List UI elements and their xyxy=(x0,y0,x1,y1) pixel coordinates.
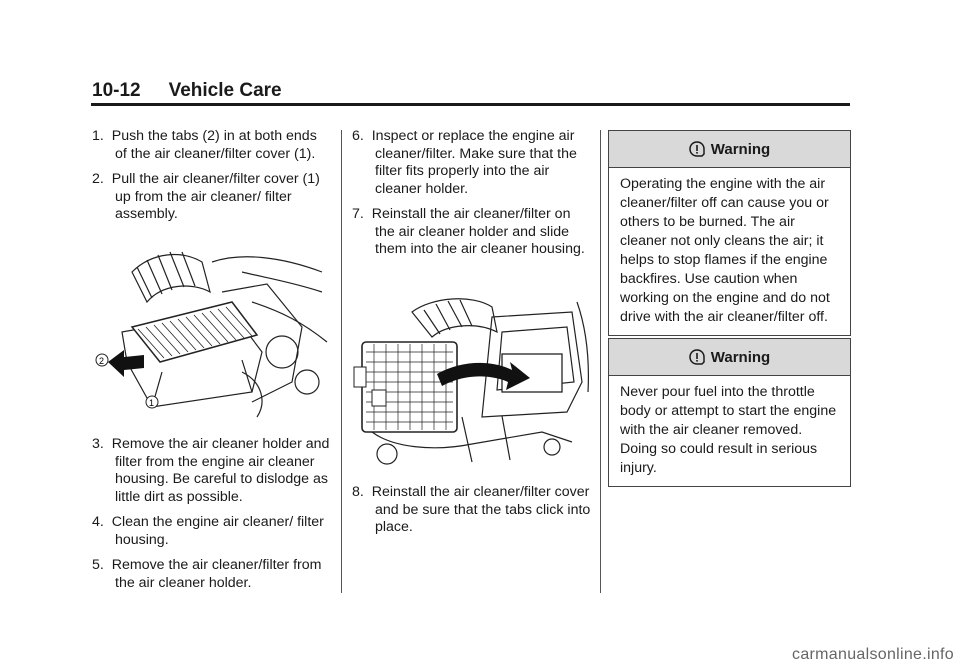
step-3: 3. Remove the air cleaner holder and filter from the engine air cleaner housing. Be careful to dislodge as little dirt as possible. xyxy=(92,436,330,505)
step-1: 1. Push the tabs (2) in at both ends of the air cleaner/filter cover (1). xyxy=(92,128,317,162)
page-number: 10-12 xyxy=(92,80,141,101)
page-header xyxy=(92,80,282,102)
step-8: 8. Reinstall the air cleaner/filter cover and be sure that the tabs click into place. xyxy=(352,484,591,535)
warning-title: Warning xyxy=(710,348,771,366)
step-7: 7. Reinstall the air cleaner/filter on the air cleaner holder and slide them into the air cleaner housing. xyxy=(352,206,585,257)
warning-icon xyxy=(689,141,705,157)
column-1-top xyxy=(92,128,332,232)
warning-title: Warning xyxy=(710,140,771,158)
header-rule xyxy=(91,103,850,106)
warning-box-2 xyxy=(608,338,851,487)
air-filter-removal-illustration xyxy=(92,232,332,422)
step-4: 4. Clean the engine air cleaner/ filter housing. xyxy=(92,514,324,548)
step-6: 6. Inspect or replace the engine air cleaner/filter. Make sure that the filter fits properly into the air cleaner holder. xyxy=(352,128,577,197)
column-1-bottom xyxy=(92,436,332,600)
warning-header xyxy=(609,339,850,376)
warning-box-1 xyxy=(608,130,851,336)
warning-header xyxy=(609,131,850,168)
warning-icon xyxy=(689,349,705,365)
warning-body: Operating the engine with the air cleaner/filter off can cause you or others to be burned. The air cleaner not only cleans the air; it helps to stop flames if the engine backfires. Use caution when working on the engine and do not drive with the air cleaner/filter off. xyxy=(620,176,830,325)
column-2-bottom xyxy=(352,484,592,545)
callout-1: 1 xyxy=(149,398,155,408)
column-2-top xyxy=(352,128,592,267)
column-divider-1 xyxy=(341,130,342,593)
warning-body: Never pour fuel into the throttle body or attempt to start the engine with the air cleaner removed. Doing so could result in serious injury. xyxy=(620,384,837,476)
air-filter-install-illustration xyxy=(352,282,592,472)
column-divider-2 xyxy=(600,130,601,593)
step-2: 2. Pull the air cleaner/filter cover (1) up from the air cleaner/ filter assembly. xyxy=(92,171,320,222)
watermark: carmanualsonline.info xyxy=(792,646,954,663)
step-5: 5. Remove the air cleaner/filter from the air cleaner holder. xyxy=(92,557,322,591)
section-title: Vehicle Care xyxy=(168,80,282,101)
callout-2: 2 xyxy=(99,356,105,366)
